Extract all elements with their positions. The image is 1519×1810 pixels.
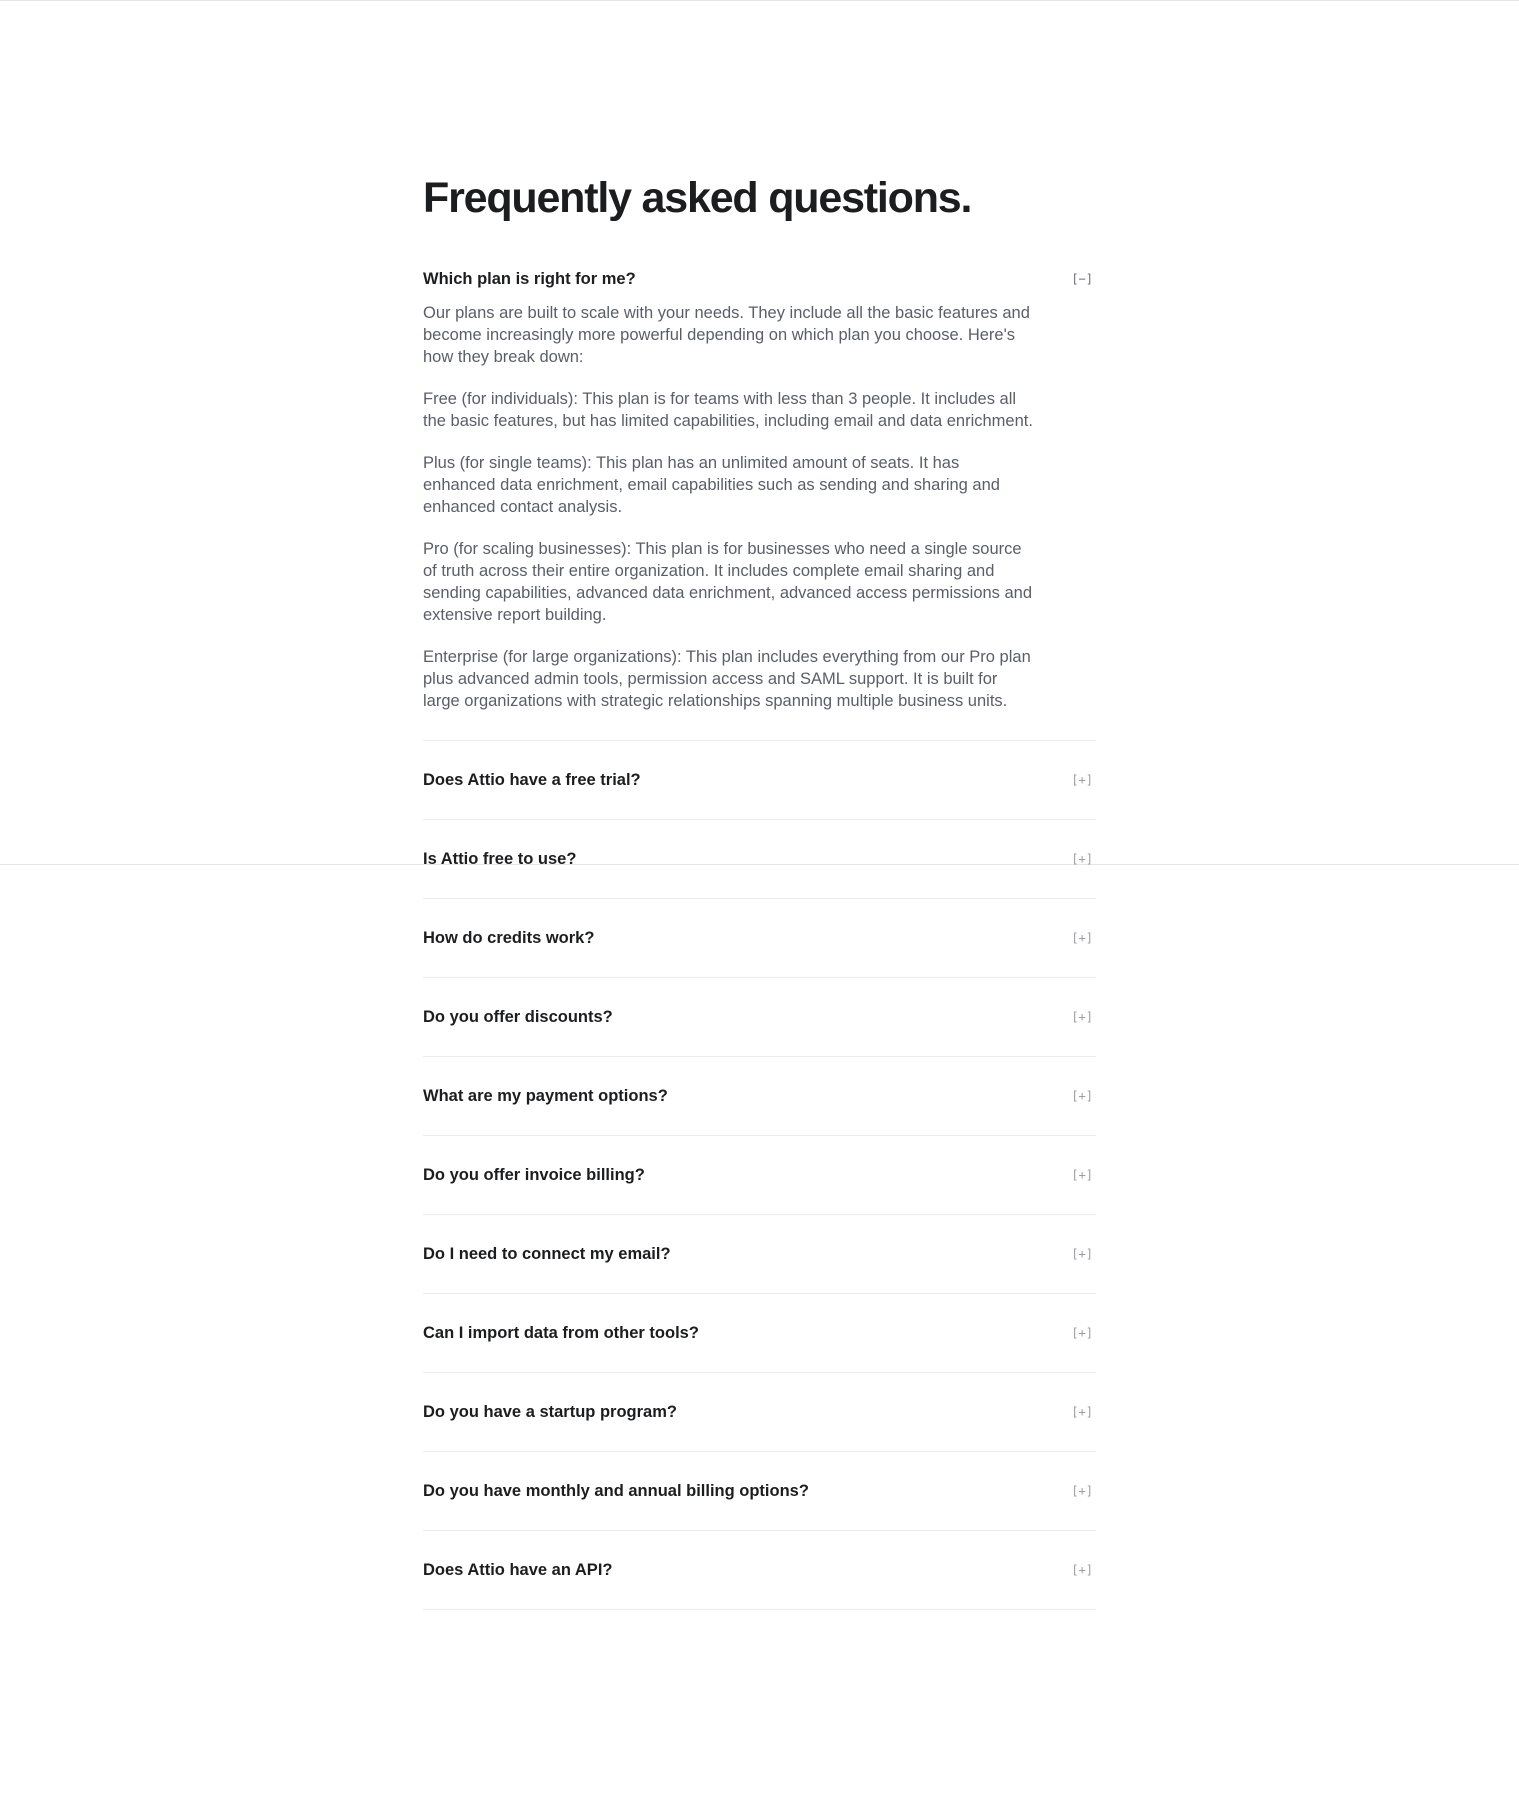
faq-question-text: Does Attio have a free trial? bbox=[423, 770, 641, 789]
faq-answer-paragraph: Our plans are built to scale with your needs. They include all the basic features and become increasingly more powerful depending on which plan you choose. Here's how they break down: bbox=[423, 304, 1030, 366]
faq-question-which-plan[interactable] bbox=[423, 268, 1096, 290]
faq-question-text: Do you offer discounts? bbox=[423, 1007, 613, 1026]
faq-question-text: Do you have monthly and annual billing options? bbox=[423, 1481, 809, 1500]
faq-question-connect-email[interactable] bbox=[423, 1215, 1096, 1293]
faq-question-text: Do you offer invoice billing? bbox=[423, 1165, 645, 1184]
faq-question-startup-program[interactable] bbox=[423, 1373, 1096, 1451]
faq-question-import-data[interactable] bbox=[423, 1294, 1096, 1372]
expand-icon[interactable]: [+] bbox=[1071, 1405, 1093, 1419]
faq-section bbox=[423, 170, 1096, 1610]
faq-question-free-trial[interactable] bbox=[423, 741, 1096, 819]
faq-title: Frequently asked questions. bbox=[423, 174, 972, 222]
faq-question-invoice-billing[interactable] bbox=[423, 1136, 1096, 1214]
faq-question-billing-options[interactable] bbox=[423, 1452, 1096, 1530]
faq-question-text: Which plan is right for me? bbox=[423, 269, 636, 288]
expand-icon[interactable]: [+] bbox=[1071, 852, 1093, 866]
faq-item bbox=[423, 1531, 1096, 1610]
expand-icon[interactable]: [+] bbox=[1071, 1484, 1093, 1498]
faq-question-free-to-use[interactable] bbox=[423, 820, 1096, 898]
faq-answer-paragraph: Pro (for scaling businesses): This plan is for businesses who need a single source of truth across their entire organization. It includes complete email sharing and sending capabilities, advanced data enrichment, advanced access permissions and extensive report building. bbox=[423, 540, 1033, 624]
faq-question-text: How do credits work? bbox=[423, 928, 595, 947]
faq-question-text: Can I import data from other tools? bbox=[423, 1323, 699, 1342]
faq-item bbox=[423, 1294, 1096, 1373]
faq-item bbox=[423, 820, 1096, 899]
faq-question-text: What are my payment options? bbox=[423, 1086, 668, 1105]
faq-item bbox=[423, 1215, 1096, 1294]
faq-question-discounts[interactable] bbox=[423, 978, 1096, 1056]
faq-question-text: Do you have a startup program? bbox=[423, 1402, 677, 1421]
faq-item bbox=[423, 1057, 1096, 1136]
expand-icon[interactable]: [+] bbox=[1071, 1563, 1093, 1577]
faq-list bbox=[423, 268, 1096, 1610]
expand-icon[interactable]: [+] bbox=[1071, 773, 1093, 787]
collapse-icon[interactable]: [−] bbox=[1071, 272, 1093, 286]
expand-icon[interactable]: [+] bbox=[1071, 1326, 1093, 1340]
faq-item bbox=[423, 1136, 1096, 1215]
top-divider bbox=[0, 0, 1519, 1]
faq-item bbox=[423, 1373, 1096, 1452]
faq-answer bbox=[423, 302, 1033, 712]
expand-icon[interactable]: [+] bbox=[1071, 1089, 1093, 1103]
expand-icon[interactable]: [+] bbox=[1071, 931, 1093, 945]
faq-question-api[interactable] bbox=[423, 1531, 1096, 1609]
faq-item bbox=[423, 978, 1096, 1057]
faq-item bbox=[423, 741, 1096, 820]
faq-item-open bbox=[423, 268, 1096, 741]
faq-answer-paragraph: Free (for individuals): This plan is for teams with less than 3 people. It includes all the basic features, but has limited capabilities, including email and data enrichment. bbox=[423, 390, 1033, 430]
faq-answer-paragraph: Enterprise (for large organizations): This plan includes everything from our Pro plan plus advanced admin tools, permission access and SAML support. It is built for large organizations with strategic relationships spanning multiple business units. bbox=[423, 648, 1031, 710]
faq-question-text: Do I need to connect my email? bbox=[423, 1244, 671, 1263]
faq-question-text: Does Attio have an API? bbox=[423, 1560, 613, 1579]
expand-icon[interactable]: [+] bbox=[1071, 1010, 1093, 1024]
faq-question-credits[interactable] bbox=[423, 899, 1096, 977]
faq-question-text: Is Attio free to use? bbox=[423, 849, 577, 868]
faq-item bbox=[423, 1452, 1096, 1531]
faq-question-payment-options[interactable] bbox=[423, 1057, 1096, 1135]
faq-item bbox=[423, 899, 1096, 978]
expand-icon[interactable]: [+] bbox=[1071, 1168, 1093, 1182]
faq-answer-paragraph: Plus (for single teams): This plan has an unlimited amount of seats. It has enhanced data enrichment, email capabilities such as sending and sharing and enhanced contact analysis. bbox=[423, 454, 1000, 516]
expand-icon[interactable]: [+] bbox=[1071, 1247, 1093, 1261]
